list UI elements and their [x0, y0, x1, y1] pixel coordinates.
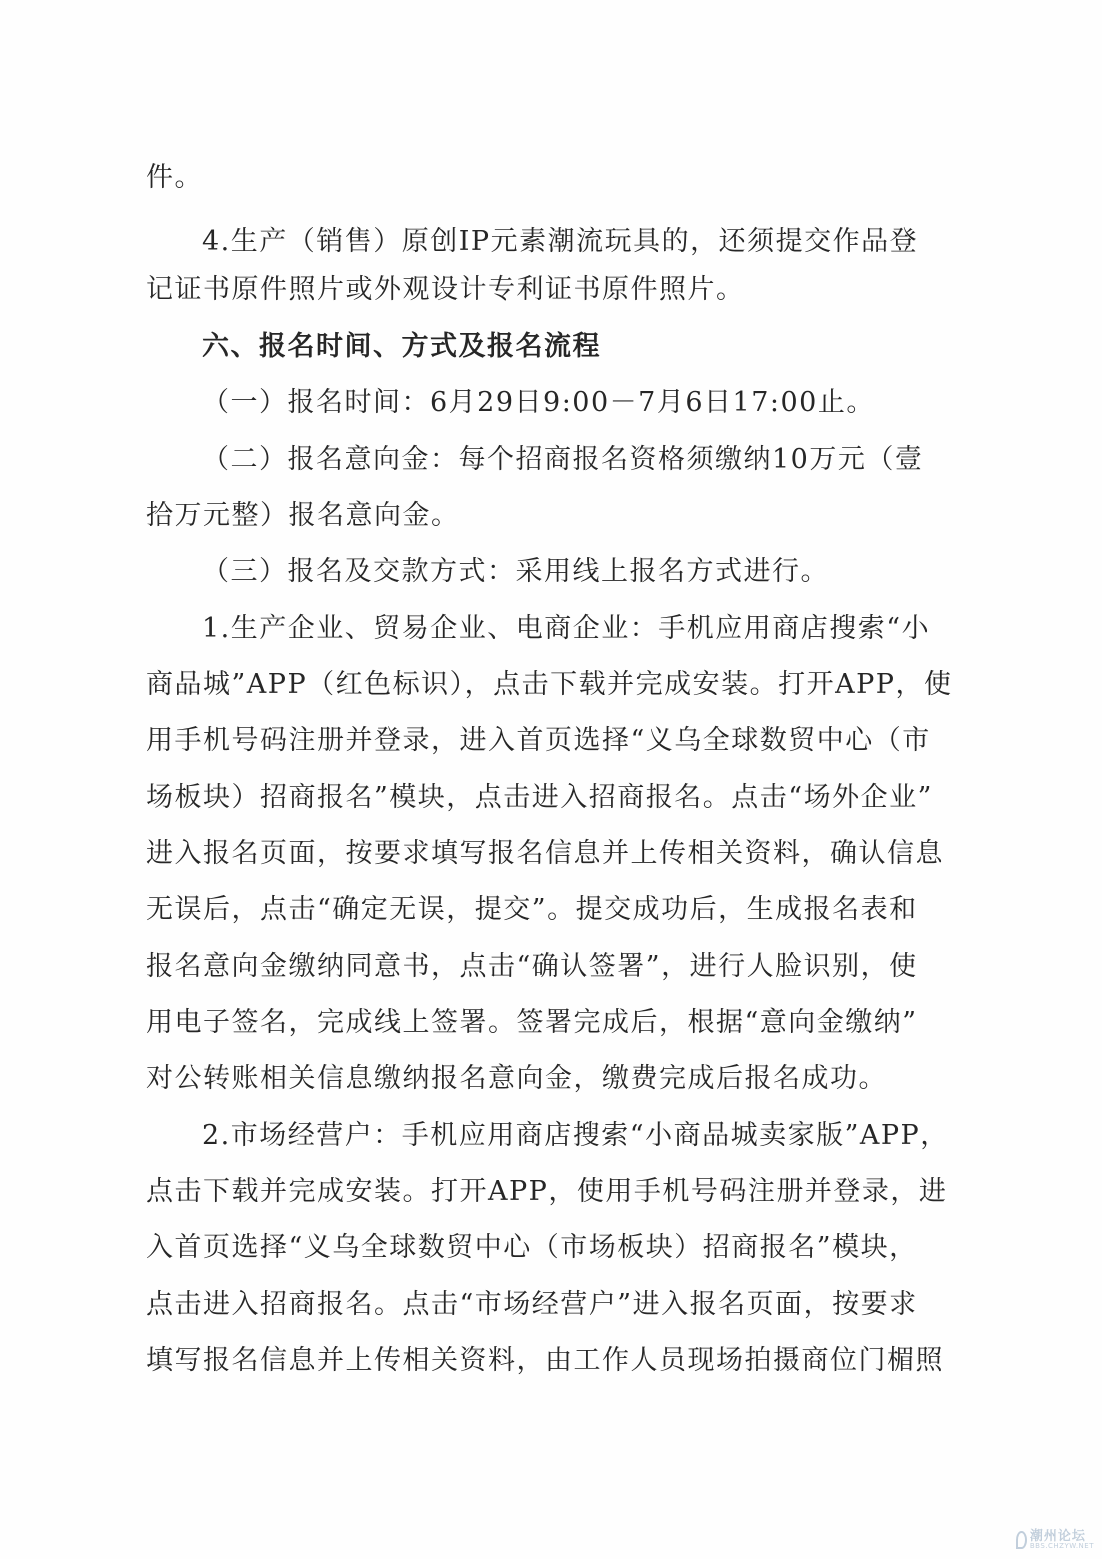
watermark-name: 潮州论坛: [1029, 1529, 1086, 1544]
text-line-18: 2.市场经营户：手机应用商店搜索“小商品城卖家版”APP，: [202, 1120, 949, 1151]
text-line-12: 场板块）招商报名”模块，点击进入招商报名。点击“场外企业”: [146, 782, 933, 813]
text-line-7: 拾万元整）报名意向金。: [146, 500, 460, 531]
watermark-text: [1030, 1530, 1094, 1550]
section-heading: 六、报名时间、方式及报名流程: [202, 331, 601, 362]
text-line-17: 对公转账相关信息缴纳报名意向金，缴费完成后报名成功。: [146, 1063, 887, 1094]
text-line-20: 入首页选择“义乌全球数贸中心（市场板块）招商报名”模块，: [146, 1232, 918, 1263]
watermark-logo-icon: [1016, 1531, 1027, 1549]
text-line-21: 点击进入招商报名。点击“市场经营户”进入报名页面，按要求: [146, 1289, 918, 1320]
watermark-url: BBS.CHZYW.NET: [1029, 1542, 1094, 1550]
text-line-3: 记证书原件照片或外观设计专利证书原件照片。: [146, 274, 745, 305]
text-line-22: 填写报名信息并上传相关资料，由工作人员现场拍摄商位门楣照: [146, 1345, 944, 1376]
text-line-16: 用电子签名，完成线上签署。签署完成后，根据“意向金缴纳”: [146, 1007, 918, 1038]
text-line-1: 件。: [146, 162, 203, 193]
text-line-2-content: 4.生产（销售）原创IP元素潮流玩具的，还须提交作品登: [202, 226, 919, 257]
forum-watermark: [1016, 1527, 1094, 1553]
text-line-9: 1.生产企业、贸易企业、电商企业：手机应用商店搜索“小: [202, 613, 931, 644]
text-line-14: 无误后，点击“确定无误，提交”。提交成功后，生成报名表和: [146, 894, 918, 925]
text-line-15: 报名意向金缴纳同意书，点击“确认签署”，进行人脸识别，使: [146, 951, 918, 982]
text-line-6: （二）报名意向金：每个招商报名资格须缴纳10万元（壹: [202, 444, 924, 475]
text-line-2: [146, 222, 976, 262]
text-line-8: （三）报名及交款方式：采用线上报名方式进行。: [202, 556, 829, 587]
text-line-5: （一）报名时间：6月29日9:00－7月6日17:00止。: [202, 387, 875, 418]
text-line-11: 用手机号码注册并登录，进入首页选择“义乌全球数贸中心（市: [146, 725, 931, 756]
text-line-19: 点击下载并完成安装。打开APP，使用手机号码注册并登录，进: [146, 1176, 948, 1207]
text-line-10: 商品城”APP（红色标识），点击下载并完成安装。打开APP，使: [146, 669, 953, 700]
text-line-13: 进入报名页面，按要求填写报名信息并上传相关资料，确认信息: [146, 838, 944, 869]
